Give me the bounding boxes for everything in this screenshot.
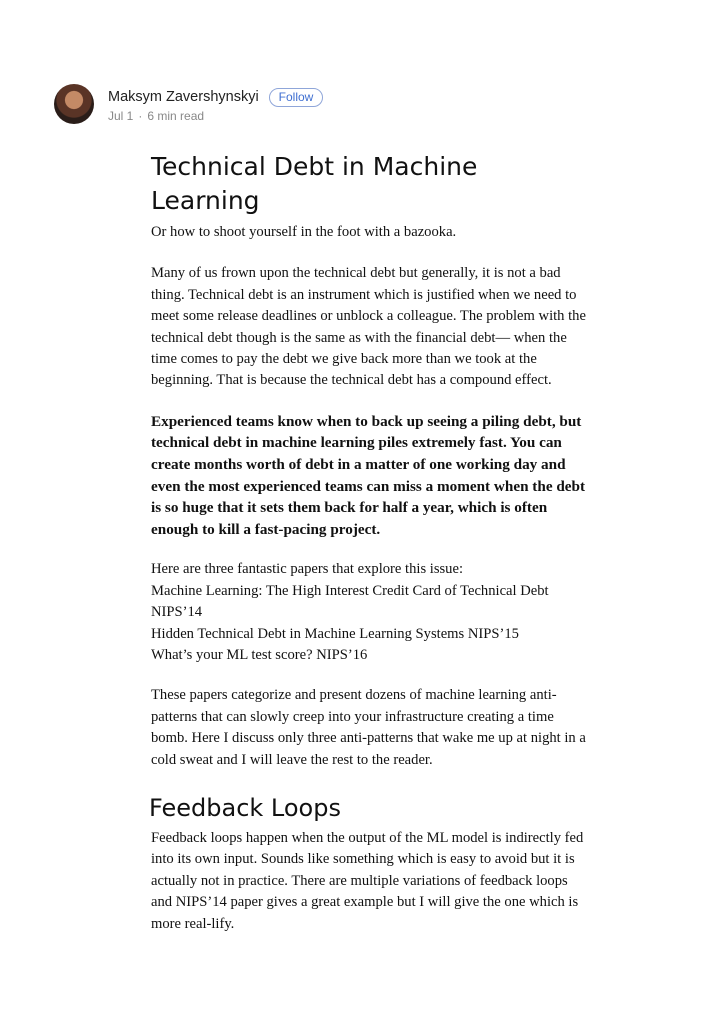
author-name-row [108, 86, 323, 108]
intro-paragraph: Many of us frown upon the technical debt but generally, it is not a bad thing. Technical debt is an instrument which is justified when we need to meet some release deadlines or unblock a colleague. The problem with the technical debt though is the same as with the financial debt— when the time comes to pay the debt we give back more than we took at the beginning. That is because the technical debt has a compound effect. [151, 265, 586, 389]
reference-link-1[interactable]: Machine Learning: The High Interest Credit Card of Technical Debt NIPS’14 [151, 582, 549, 621]
feedback-loops-paragraph: Feedback loops happen when the output of the ML model is indirectly fed into its own input. Sounds like something which is easy to avoid but it is actually not in practice. There are multiple variations of feedback loops and NIPS’14 paper gives a great example but I will give the one which is more real-lify. [151, 830, 584, 932]
references-intro: Here are three fantastic papers that explore this issue: [151, 561, 464, 578]
article-title: Technical Debt in Machine Learning [151, 152, 478, 215]
section-heading-feedback-loops: Feedback Loops [149, 794, 341, 823]
post-meta [108, 109, 323, 123]
read-time: 6 min read [147, 109, 205, 123]
highlight-paragraph: Experienced teams know when to back up seeing a piling debt, but technical debt in machine learning piles extremely fast. You can create months worth of debt in a matter of one working day and even the most experienced teams can miss a moment when the debt is so huge that it sets them back for half a year, which is often enough to kill a fast-pacing project. [151, 412, 586, 538]
article-subtitle: Or how to shoot yourself in the foot with a bazooka. [151, 224, 457, 240]
reference-link-3[interactable]: What’s your ML test score? NIPS’16 [151, 647, 368, 664]
avatar[interactable] [54, 84, 94, 124]
references-block [151, 559, 591, 666]
article-body [151, 150, 591, 935]
meta-separator: · [138, 109, 143, 123]
follow-button[interactable]: Follow [269, 88, 324, 107]
author-info [108, 86, 323, 123]
post-date[interactable]: Jul 1 [108, 109, 134, 123]
author-block [54, 84, 323, 124]
reference-link-2[interactable]: Hidden Technical Debt in Machine Learning Systems NIPS’15 [151, 625, 519, 642]
antipatterns-paragraph: These papers categorize and present dozens of machine learning anti-patterns that can slowly creep into your infrastructure creating a time bomb. Here I discuss only three anti-patterns that wake me up at night in a cold sweat and I will leave the rest to the reader. [151, 687, 586, 768]
author-name[interactable]: Maksym Zavershynskyi [108, 89, 259, 105]
